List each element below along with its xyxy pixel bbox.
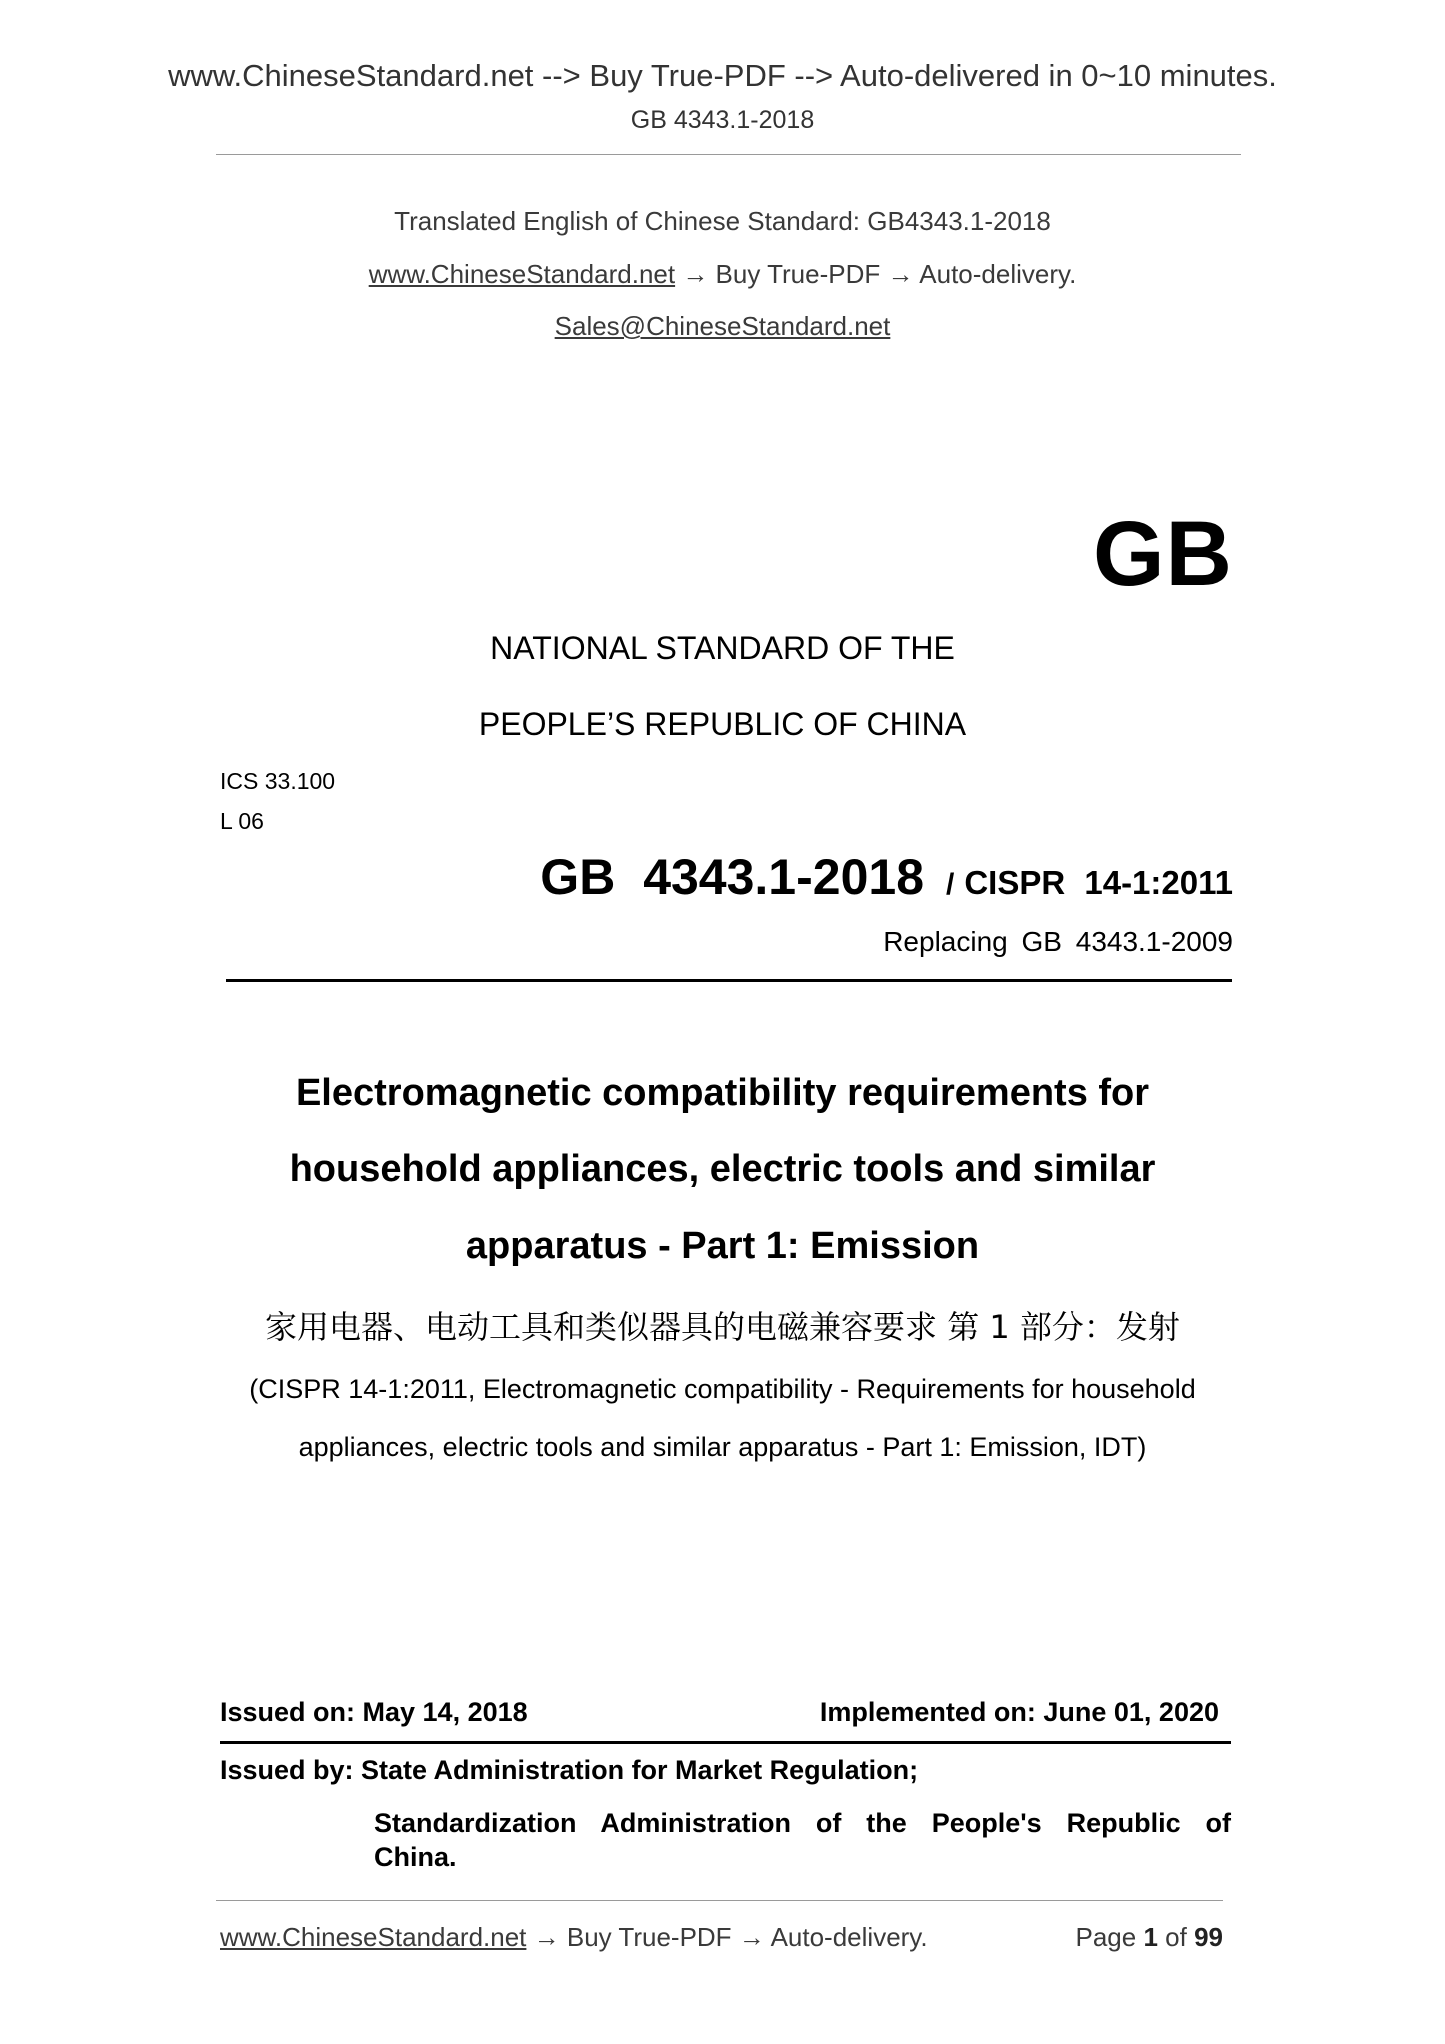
page-of: of — [1165, 1922, 1187, 1952]
issuer-second-end: China. — [374, 1842, 457, 1872]
sales-email-line — [0, 311, 1445, 342]
national-standard-line1: NATIONAL STANDARD OF THE — [490, 630, 955, 666]
issuer-second: Standardization Administration of the People's Republic of — [374, 1808, 1231, 1838]
standard-number: GB 4343.1-2018 — [540, 849, 924, 905]
buy-text: → Buy True-PDF → Auto-delivery. — [675, 259, 1077, 289]
original-title-line1: (CISPR 14-1:2011, Electromagnetic compatibility - Requirements for household — [249, 1374, 1196, 1404]
title-line3: apparatus - Part 1: Emission — [465, 1225, 980, 1267]
site-link[interactable]: www.ChineseStandard.net — [368, 259, 676, 289]
replacing-standard: Replacing GB 4343.1-2009 — [883, 926, 1233, 957]
page-indicator — [1075, 1922, 1223, 1953]
footer-divider — [216, 1900, 1223, 1901]
footer-buy-text: → Buy True-PDF → Auto-delivery. — [526, 1922, 928, 1952]
original-title-line2: appliances, electric tools and similar apparatus - Part 1: Emission, IDT) — [298, 1432, 1147, 1462]
national-standard-line2: PEOPLE’S REPUBLIC OF CHINA — [478, 706, 967, 742]
standard-divider — [226, 979, 1232, 982]
dates-divider — [220, 1741, 1231, 1744]
page-total: 99 — [1194, 1922, 1223, 1952]
title-line2: household appliances, electric tools and similar — [289, 1148, 1156, 1190]
page-current: 1 — [1143, 1922, 1158, 1952]
ccs-code: L 06 — [220, 808, 264, 834]
standard-number-line — [540, 848, 1233, 906]
sales-email-link[interactable]: Sales@ChineseStandard.net — [554, 311, 891, 341]
implemented-on-date: Implemented on: June 01, 2020 — [819, 1697, 1219, 1727]
translated-note: Translated English of Chinese Standard: GB4343.1-2018 — [394, 206, 1051, 236]
page-label: Page — [1075, 1922, 1137, 1952]
header-banner: www.ChineseStandard.net --> Buy True-PDF --> Auto-delivered in 0~10 minutes. — [168, 58, 1277, 93]
standard-separator: / — [946, 868, 955, 901]
footer-site-link[interactable]: www.ChineseStandard.net — [220, 1922, 527, 1952]
intro-links-line — [0, 259, 1445, 290]
ics-code: ICS 33.100 — [220, 768, 336, 794]
title-line1: Electromagnetic compatibility requirements for — [295, 1072, 1150, 1114]
cispr-equivalent: CISPR 14-1:2011 — [964, 864, 1233, 901]
footer-links — [220, 1922, 928, 1953]
header-divider — [216, 154, 1241, 155]
issued-by: Issued by: State Administration for Market Regulation; — [220, 1755, 919, 1785]
header-standard-number: GB 4343.1-2018 — [630, 106, 815, 134]
chinese-title: 家用电器、电动工具和类似器具的电磁兼容要求 第 1 部分：发射 — [265, 1308, 1180, 1346]
gb-logo: GB — [1093, 503, 1233, 605]
issued-on-date: Issued on: May 14, 2018 — [220, 1697, 528, 1727]
